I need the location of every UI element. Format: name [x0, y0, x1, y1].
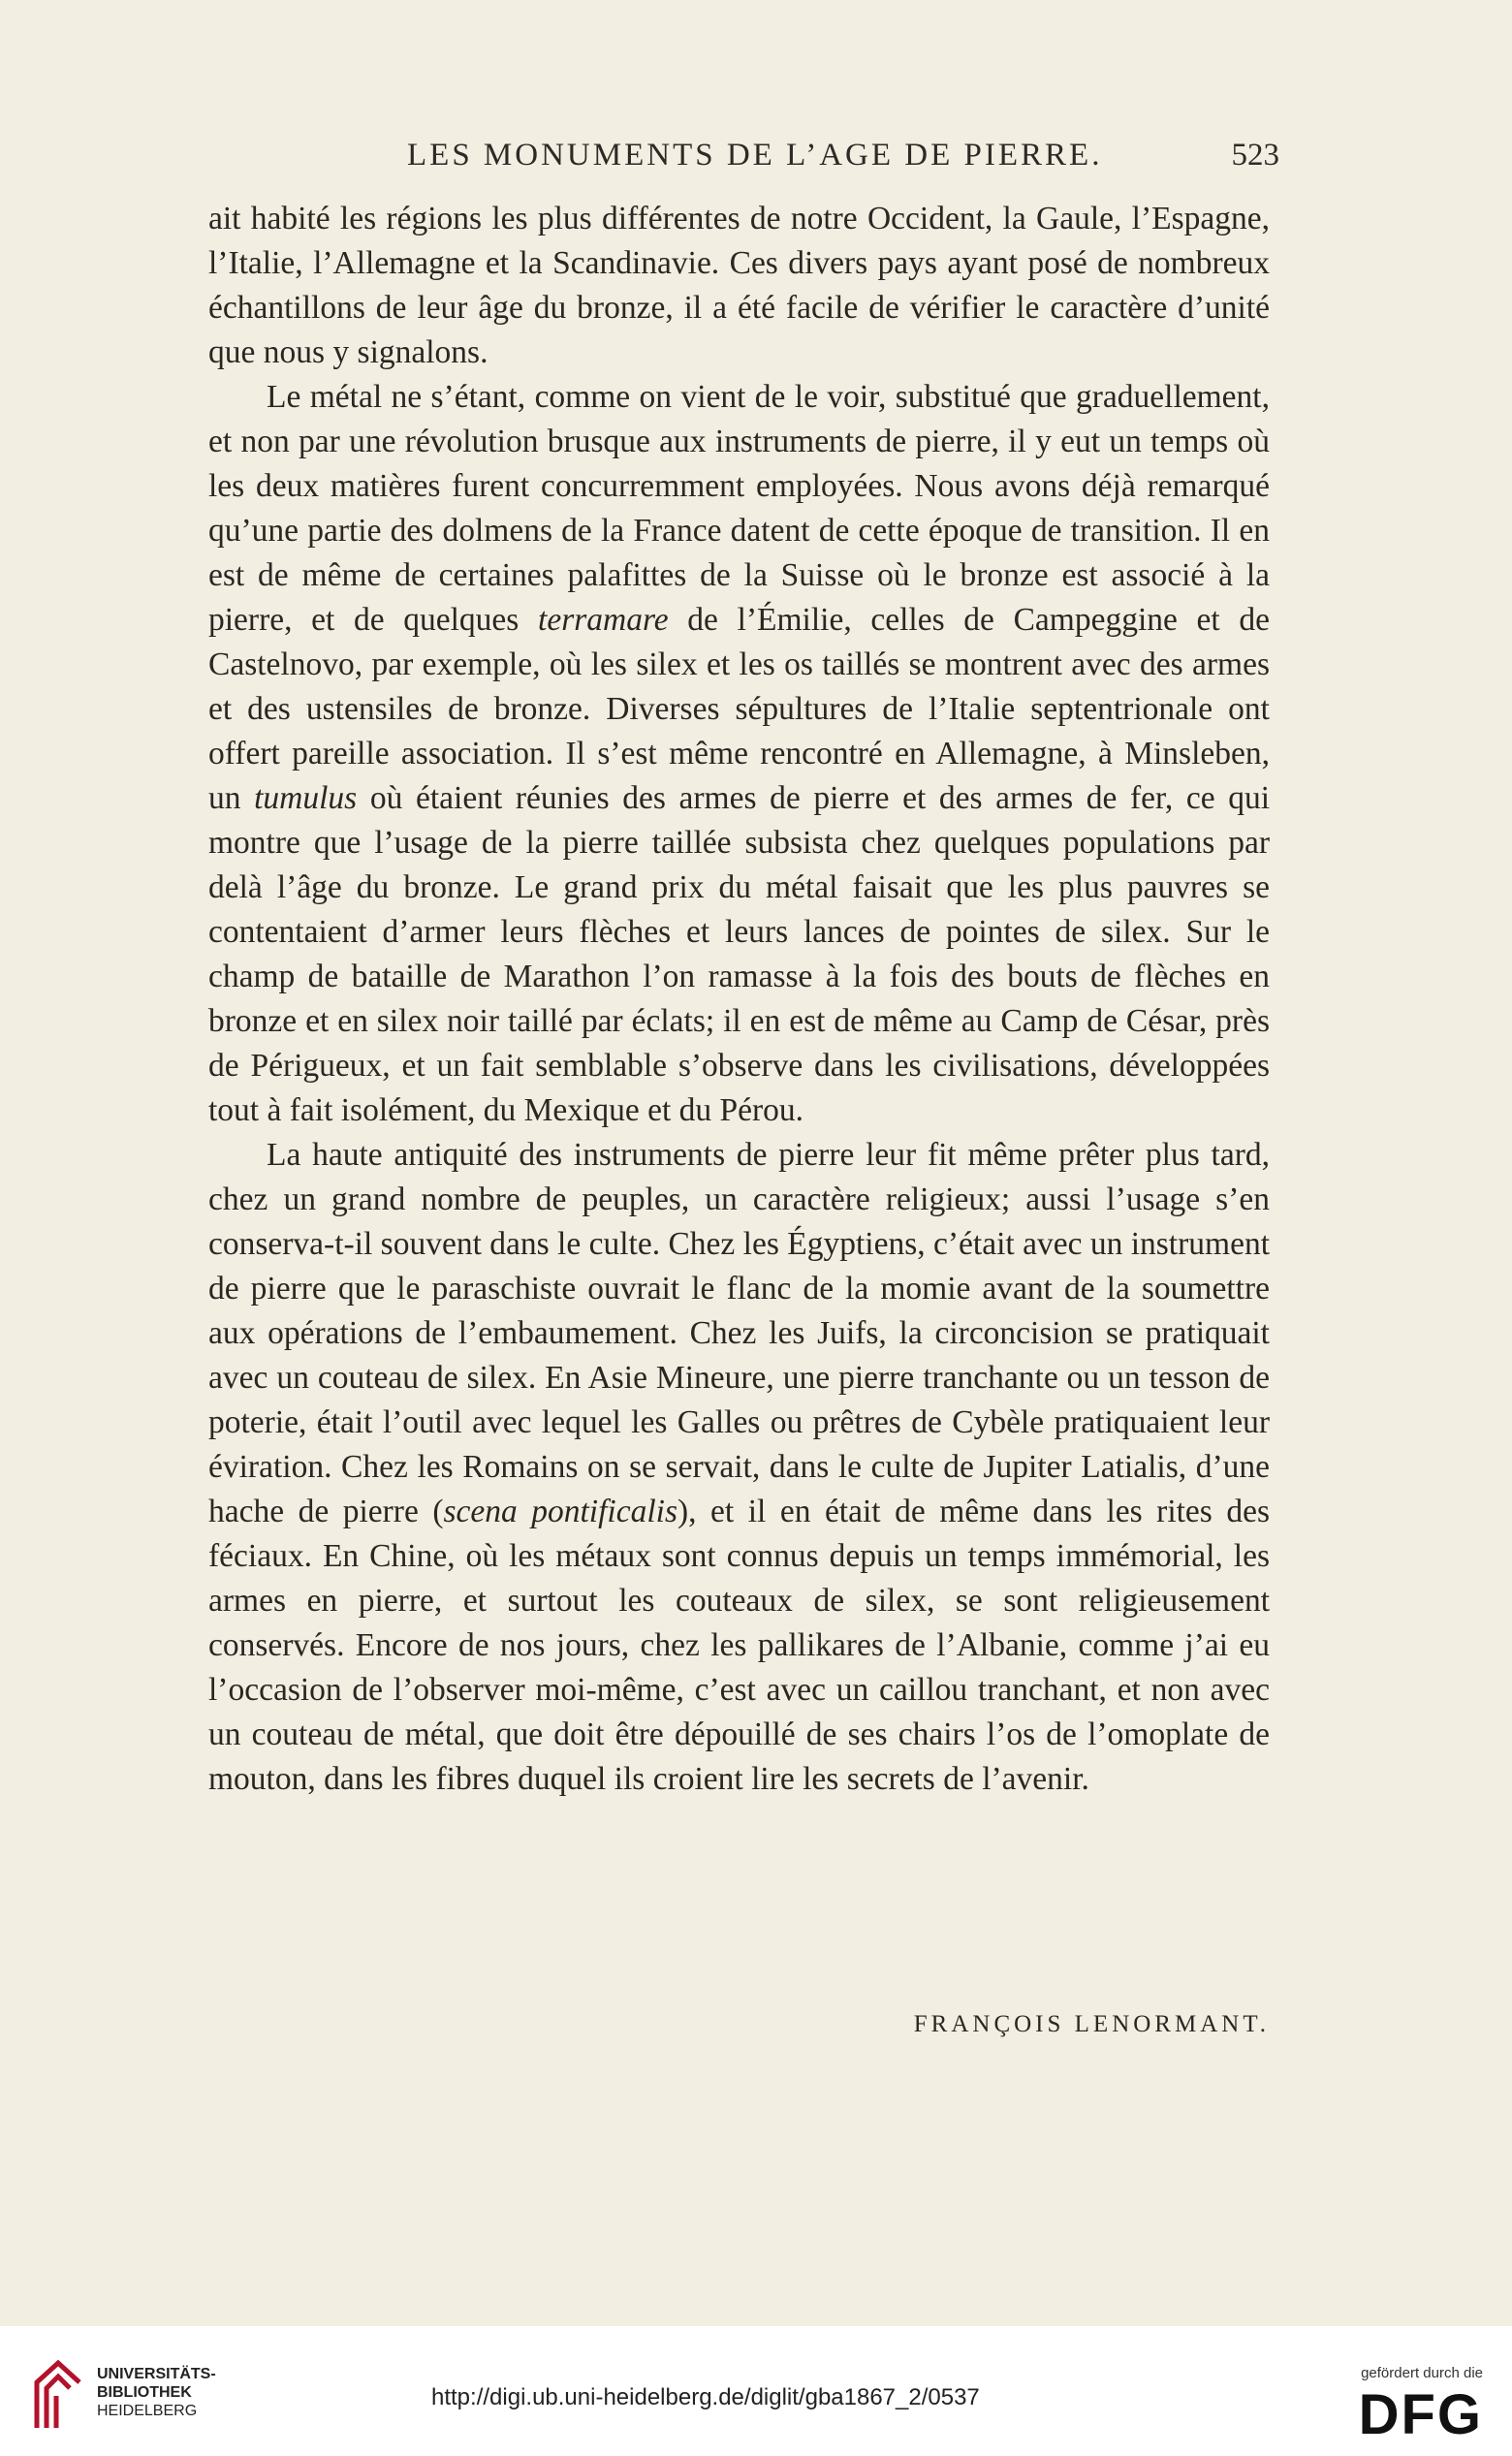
paragraph-3-text-b: ), et il en était de même dans les rites des féciaux. En Chine, où les métaux sont connus depuis un temps immémorial, les armes en pierre, et surtout les couteaux de silex, se sont religieusement conservés. Encore de nos jours, chez les pallikares de l’Albanie, comme j’ai eu l’occasion de l’observer moi-même, c’est avec un caillou tranchant, et non avec un couteau de métal, que doit être dépouillé de ses chairs l’os de l’omoplate de mouton, dans les fibres duquel ils croient lire les secrets de l’avenir. — [208, 1494, 1270, 1797]
paragraph-2-text-a: Le métal ne s’étant, comme on vient de le voir, substitué que graduellement, et non par une révolution brusque aux instruments de pierre, il y eut un temps où les deux matières furent concurremment employées. Nous avons déjà remarqué qu’une partie des dolmens de la France datent de cette époque de transition. Il en est de même de certaines palafittes de la Suisse où le bronze est associé à la pierre, et de quelques — [208, 379, 1270, 638]
paragraph-1: ait habité les régions les plus différentes de notre Occident, la Gaule, l’Espagne, l’Italie, l’Allemagne et la Scandinavie. Ces divers pays ayant posé de nombreux échantillons de leur âge du bronze, il a été facile de vérifier le caractère d’unité que nous y signalons. — [208, 201, 1270, 370]
library-logo-icon — [29, 2355, 87, 2433]
paragraph-3-text-a: La haute antiquité des instruments de pierre leur fit même prêter plus tard, chez un grand nombre de peuples, un caractère religieux; aussi l’usage s’en conserva-t-il souvent dans le culte. Chez les Égyptiens, c’était avec un instrument de pierre que le paraschiste ouvrait le flanc de la momie avant de la soumettre aux opérations de l’embaumement. Chez les Juifs, la circoncision se pratiquait avec un couteau de silex. En Asie Mineure, une pierre tranchante ou un tesson de poterie, était l’outil avec lequel les Galles ou prêtres de Cybèle pratiquaient leur éviration. Chez les Romains on se servait, dans le culte de Jupiter Latialis, d’une hache de pierre ( — [208, 1137, 1270, 1529]
page-number: 523 — [1231, 138, 1279, 173]
running-title: LES MONUMENTS DE L’AGE DE PIERRE. — [407, 138, 1103, 173]
permalink-url[interactable]: http://digi.ub.uni-heidelberg.de/diglit/gba1867_2/0537 — [431, 2384, 980, 2410]
paragraph-2-text-c: où étaient réunies des armes de pierre et des armes de fer, ce qui montre que l’usage de la pierre taillée subsista chez quelques populations par delà l’âge du bronze. Le grand prix du métal faisait que les plus pauvres se contentaient d’armer leurs flèches et leurs lances de pointes de silex. Sur le champ de bataille de Marathon l’on ramasse à la fois des bouts de flèches en bronze et en silex noir taillé par éclats; il en est de même au Camp de César, près de Périgueux, et un fait semblable s’observe dans les civilisations, développées tout à fait isolément, du Mexique et du Pérou. — [208, 780, 1270, 1128]
library-name-line-1: UNIVERSITÄTS- — [97, 2366, 216, 2382]
paragraph-3 — [208, 1133, 1270, 1802]
digitization-footer — [0, 2326, 1512, 2456]
paragraph-2-text-b: de l’Émilie, celles de Campeggine et de Castelnovo, par exemple, où les silex et les os taillés se montrent avec des armes et des ustensiles de bronze. Diverses sépultures de l’Italie septentrionale ont offert pareille association. Il s’est même rencontré en Allemagne, à Minsleben, un — [208, 602, 1271, 816]
dfg-logo: DFG — [1358, 2383, 1483, 2446]
library-name-line-3: HEIDELBERG — [97, 2403, 198, 2419]
italic-term-tumulus: tumulus — [254, 780, 358, 816]
italic-term-scena-pontificalis: scena pontificalis — [443, 1494, 678, 1529]
italic-term-terramare: terramare — [538, 602, 669, 638]
running-head — [208, 138, 1279, 186]
author-signature: FRANÇOIS LENORMANT. — [913, 2011, 1270, 2037]
library-name-line-2: BIBLIOTHEK — [97, 2384, 192, 2401]
funder-label: gefördert durch die — [1361, 2365, 1483, 2381]
library-name — [97, 2365, 216, 2420]
paragraph-2 — [208, 375, 1270, 1133]
body-text — [208, 197, 1270, 1802]
